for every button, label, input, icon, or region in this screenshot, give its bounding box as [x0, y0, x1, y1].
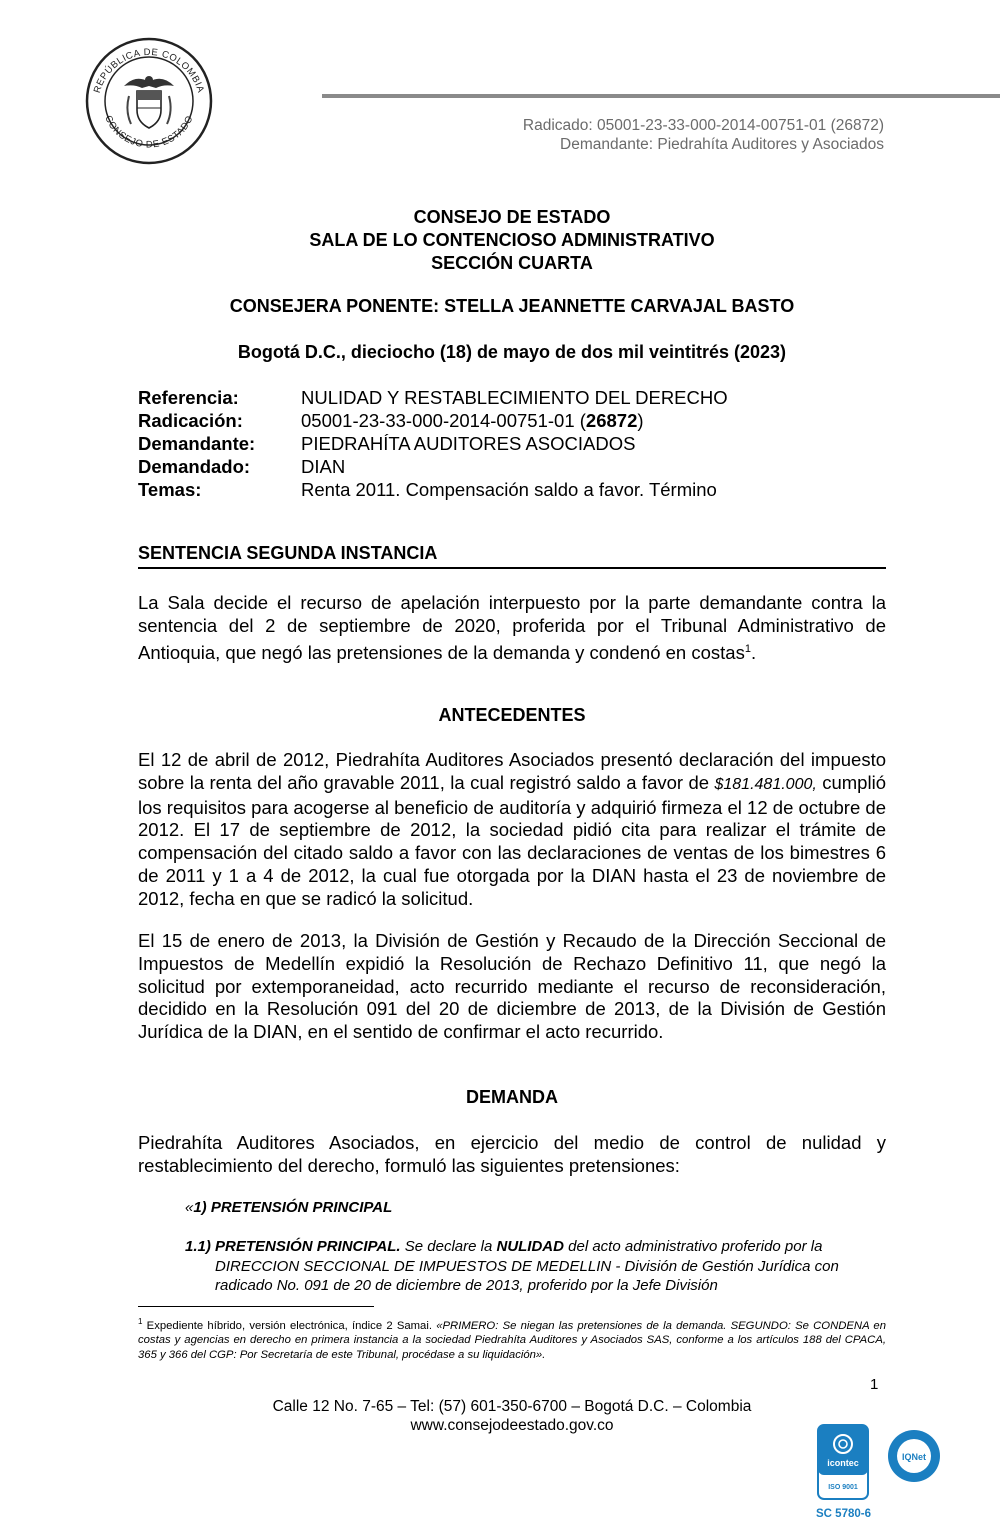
quote-heading-text: 1) PRETENSIÓN PRINCIPAL — [193, 1199, 393, 1216]
footnote — [138, 1315, 886, 1362]
antecedentes-heading: ANTECEDENTES — [438, 705, 586, 725]
quote-heading — [185, 1198, 840, 1218]
quote-item — [185, 1237, 840, 1296]
footnote-ref[interactable]: 1 — [744, 642, 751, 655]
court-name: CONSEJO DE ESTADO — [413, 207, 611, 227]
ref-value: PIEDRAHÍTA AUDITORES ASOCIADOS — [301, 433, 636, 454]
ref-label: Temas: — [138, 479, 202, 500]
radicacion-close: ) — [637, 410, 644, 431]
ref-value — [301, 409, 644, 432]
antecedentes-text: cumplió los requisitos para acogerse al beneficio de auditoría y adquirió firmeza el 12 de octubre de 2012. El 17 de septiembre de 2012, la sociedad pidió cita para realizar el trámite de compensación del citado saldo a favor con las declaraciones de ventas de los bimestres 6 de 2011 y 1 a 4 de 2012, la cual fue otorgada por la DIAN hasta el 23 de noviembre de 2012, fecha en que se radicó la solicitud. — [138, 771, 886, 909]
ref-value: NULIDAD Y RESTABLECIMIENTO DEL DERECHO — [301, 387, 728, 408]
ref-row-temas — [138, 478, 886, 501]
intro-end: . — [750, 641, 757, 663]
radicacion-number: 05001-23-33-000-2014-00751-01 ( — [301, 410, 586, 431]
ref-value: Renta 2011. Compensación saldo a favor. Término — [301, 479, 717, 500]
running-header — [523, 116, 884, 154]
ref-row-referencia — [138, 386, 886, 409]
certificate-code: SC 5780-6 — [816, 1508, 871, 1520]
footnote-text: Expediente híbrido, versión electrónica, índice 2 Samai. — [142, 1319, 437, 1332]
demanda-heading: DEMANDA — [466, 1087, 558, 1107]
seal-text-bottom: CONSEJO DE ESTADO — [102, 113, 196, 151]
quote-bold: NULIDAD — [496, 1238, 564, 1255]
case-references — [138, 386, 886, 501]
footnote-rule — [138, 1306, 374, 1307]
seal-text-top: REPÚBLICA DE COLOMBIA — [91, 46, 207, 95]
quote-item-label: 1.1) PRETENSIÓN PRINCIPAL. — [185, 1238, 401, 1255]
section-title: SENTENCIA SEGUNDA INSTANCIA — [138, 543, 886, 569]
running-header-demandante: Demandante: Piedrahíta Auditores y Asociados — [560, 136, 884, 153]
antecedentes-text: El 12 de abril de 2012, Piedrahíta Auditores Asociados presentó declaración del impuesto sobre la renta del año gravable 2011, la cual registró saldo a favor de — [138, 749, 886, 793]
court-chamber: SALA DE LO CONTENCIOSO ADMINISTRATIVO — [309, 230, 715, 250]
icontec-logo — [817, 1424, 869, 1500]
quote-text: del acto administrativo proferido por la DIRECCION SECCIONAL DE IMPUESTOS DE MEDELLIN - División de Gestión Jurídica con radicado No. 091 de 20 de diciembre de 2013, proferido por la Jefe División — [215, 1238, 839, 1294]
ref-row-demandante — [138, 432, 886, 455]
footnote-number: 1 — [138, 1317, 143, 1326]
intro-text: La Sala decide el recurso de apelación interpuesto por la parte demandante contra la sentencia del 2 de septiembre de 2020, proferida por el Tribunal Administrativo de Antioquia, que negó las pretensiones de la demanda y condenó en costas — [138, 592, 886, 663]
iqnet-label: IQNet — [901, 1452, 927, 1462]
quote-text: Se declare la — [400, 1238, 497, 1255]
ref-label: Referencia: — [138, 387, 239, 408]
court-section: SECCIÓN CUARTA — [431, 253, 593, 273]
footer-address: Calle 12 No. 7-65 – Tel: (57) 601-350-6700 – Bogotá D.C. – Colombia — [272, 1398, 752, 1415]
header-rule — [322, 94, 1000, 98]
ref-row-demandado — [138, 455, 886, 478]
demanda-paragraph: Piedrahíta Auditores Asociados, en ejercicio del medio de control de nulidad y restablecimiento del derecho, formuló las siguientes pretensiones: — [138, 1132, 886, 1176]
antecedentes-paragraph-1 — [138, 749, 886, 911]
quote-item-text — [185, 1237, 840, 1296]
antecedentes-paragraph-2: El 15 de enero de 2013, la División de Gestión y Recaudo de la Dirección Seccional de Impuestos de Medellín expidió la Resolución de Rechazo Definitivo 11, que negó la solicitud por extemporaneidad, acto recurrido mediante el recurso de reconsideración, decidido en la Resolución 091 del 20 de diciembre de 2013, de la División de Gestión Jurídica de la DIAN, en el sentido de confirmar el acto recurrido. — [138, 930, 886, 1043]
intro-paragraph — [138, 592, 886, 665]
running-header-radicado: Radicado: 05001-23-33-000-2014-00751-01 (26872) — [522, 117, 884, 134]
ref-row-radicacion — [138, 409, 886, 432]
amount: $181.481.000, — [714, 775, 817, 793]
ref-value: DIAN — [301, 456, 346, 477]
ref-label: Demandado: — [138, 456, 251, 477]
ref-label: Radicación: — [138, 410, 243, 431]
ponente: CONSEJERA PONENTE: STELLA JEANNETTE CARVAJAL BASTO — [229, 296, 795, 316]
quote-mark: « — [185, 1199, 194, 1216]
ref-label: Demandante: — [138, 433, 256, 454]
footnote-quote: «PRIMERO: Se niegan las pretensiones de la demanda. SEGUNDO: Se CONDENA en costas y agencias en derecho en primera instancia a la sociedad Piedrahíta Auditores y Asociados SAS, conforme a los artículos 188 del CPACA, 365 y 366 del CGP: Por Secretaría de este Tribunal, procédase a su liquidación». — [138, 1319, 886, 1361]
court-heading — [138, 206, 886, 275]
page-footer — [138, 1397, 886, 1435]
footer-website[interactable]: www.consejodeestado.gov.co — [410, 1417, 614, 1434]
icontec-label: icontec — [827, 1458, 859, 1468]
iso-label: ISO 9001 — [828, 1484, 858, 1491]
iqnet-logo — [886, 1428, 942, 1484]
consejo-de-estado-seal — [84, 36, 214, 166]
document-date: Bogotá D.C., dieciocho (18) de mayo de dos mil veintitrés (2023) — [237, 342, 787, 362]
radicacion-internal-number: 26872 — [585, 410, 638, 431]
page-number: 1 — [870, 1376, 879, 1393]
